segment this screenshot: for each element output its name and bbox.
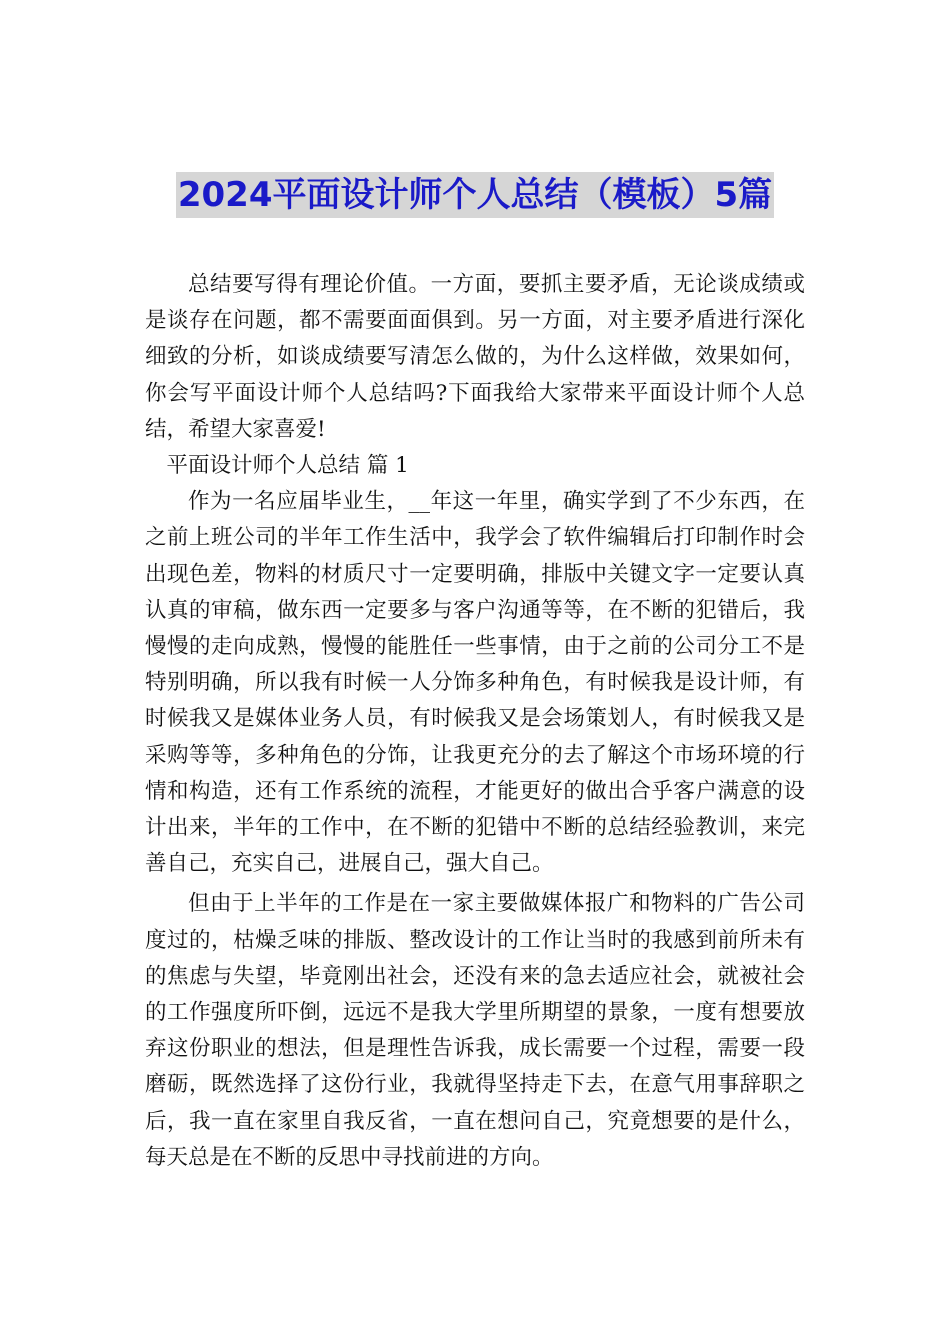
section-heading: 平面设计师个人总结 篇 1: [166, 453, 409, 479]
document-title: 2024平面设计师个人总结（模板）5篇: [176, 172, 774, 218]
body-paragraph-2: 但由于上半年的工作是在一家主要做媒体报广和物料的广告公司度过的，枯燥乏味的排版、整改设计的工作让当时的我感到前所未有的焦虑与失望，毕竟刚出社会，还没有来的急去适应社会，就被社会的工作强度所吓倒，远远不是我大学里所期望的景象，一度有想要放弃这份职业的想法，但是理性告诉我，成长需要一个过程，需要一段磨砺，既然选择了这份行业，我就得坚持走下去，在意气用事辞职之后，我一直在家里自我反省，一直在想问自己，究竟想要的是什么，每天总是在不断的反思中寻找前进的方向。: [145, 891, 805, 1170]
body-paragraph-1: 作为一名应届毕业生，__年这一年里，确实学到了不少东西，在之前上班公司的半年工作生活中，我学会了软件编辑后打印制作时会出现色差，物料的材质尺寸一定要明确，排版中关键文字一定要认真认真的审稿，做东西一定要多与客户沟通等等，在不断的犯错后，我慢慢的走向成熟，慢慢的能胜任一些事情，由于之前的公司分工不是特别明确，所以我有时候一人分饰多种角色，有时候我是设计师，有时候我又是媒体业务人员，有时候我又是会场策划人，有时候我又是采购等等，多种角色的分饰，让我更充分的去了解这个市场环境的行情和构造，还有工作系统的流程，才能更好的做出合乎客户满意的设计出来，半年的工作中，在不断的犯错中不断的总结经验教训，来完善自己，充实自己，进展自己，强大自己。: [145, 489, 805, 877]
intro-paragraph: 总结要写得有理论价值。一方面，要抓主要矛盾，无论谈成绩或是谈存在问题，都不需要面面俱到。另一方面，对主要矛盾进行深化细致的分析，如谈成绩要写清怎么做的，为什么这样做，效果如何，你会写平面设计师个人总结吗?下面我给大家带来平面设计师个人总结，希望大家喜爱!: [145, 272, 805, 442]
document-body: [145, 267, 805, 1176]
title-container: [0, 172, 950, 218]
